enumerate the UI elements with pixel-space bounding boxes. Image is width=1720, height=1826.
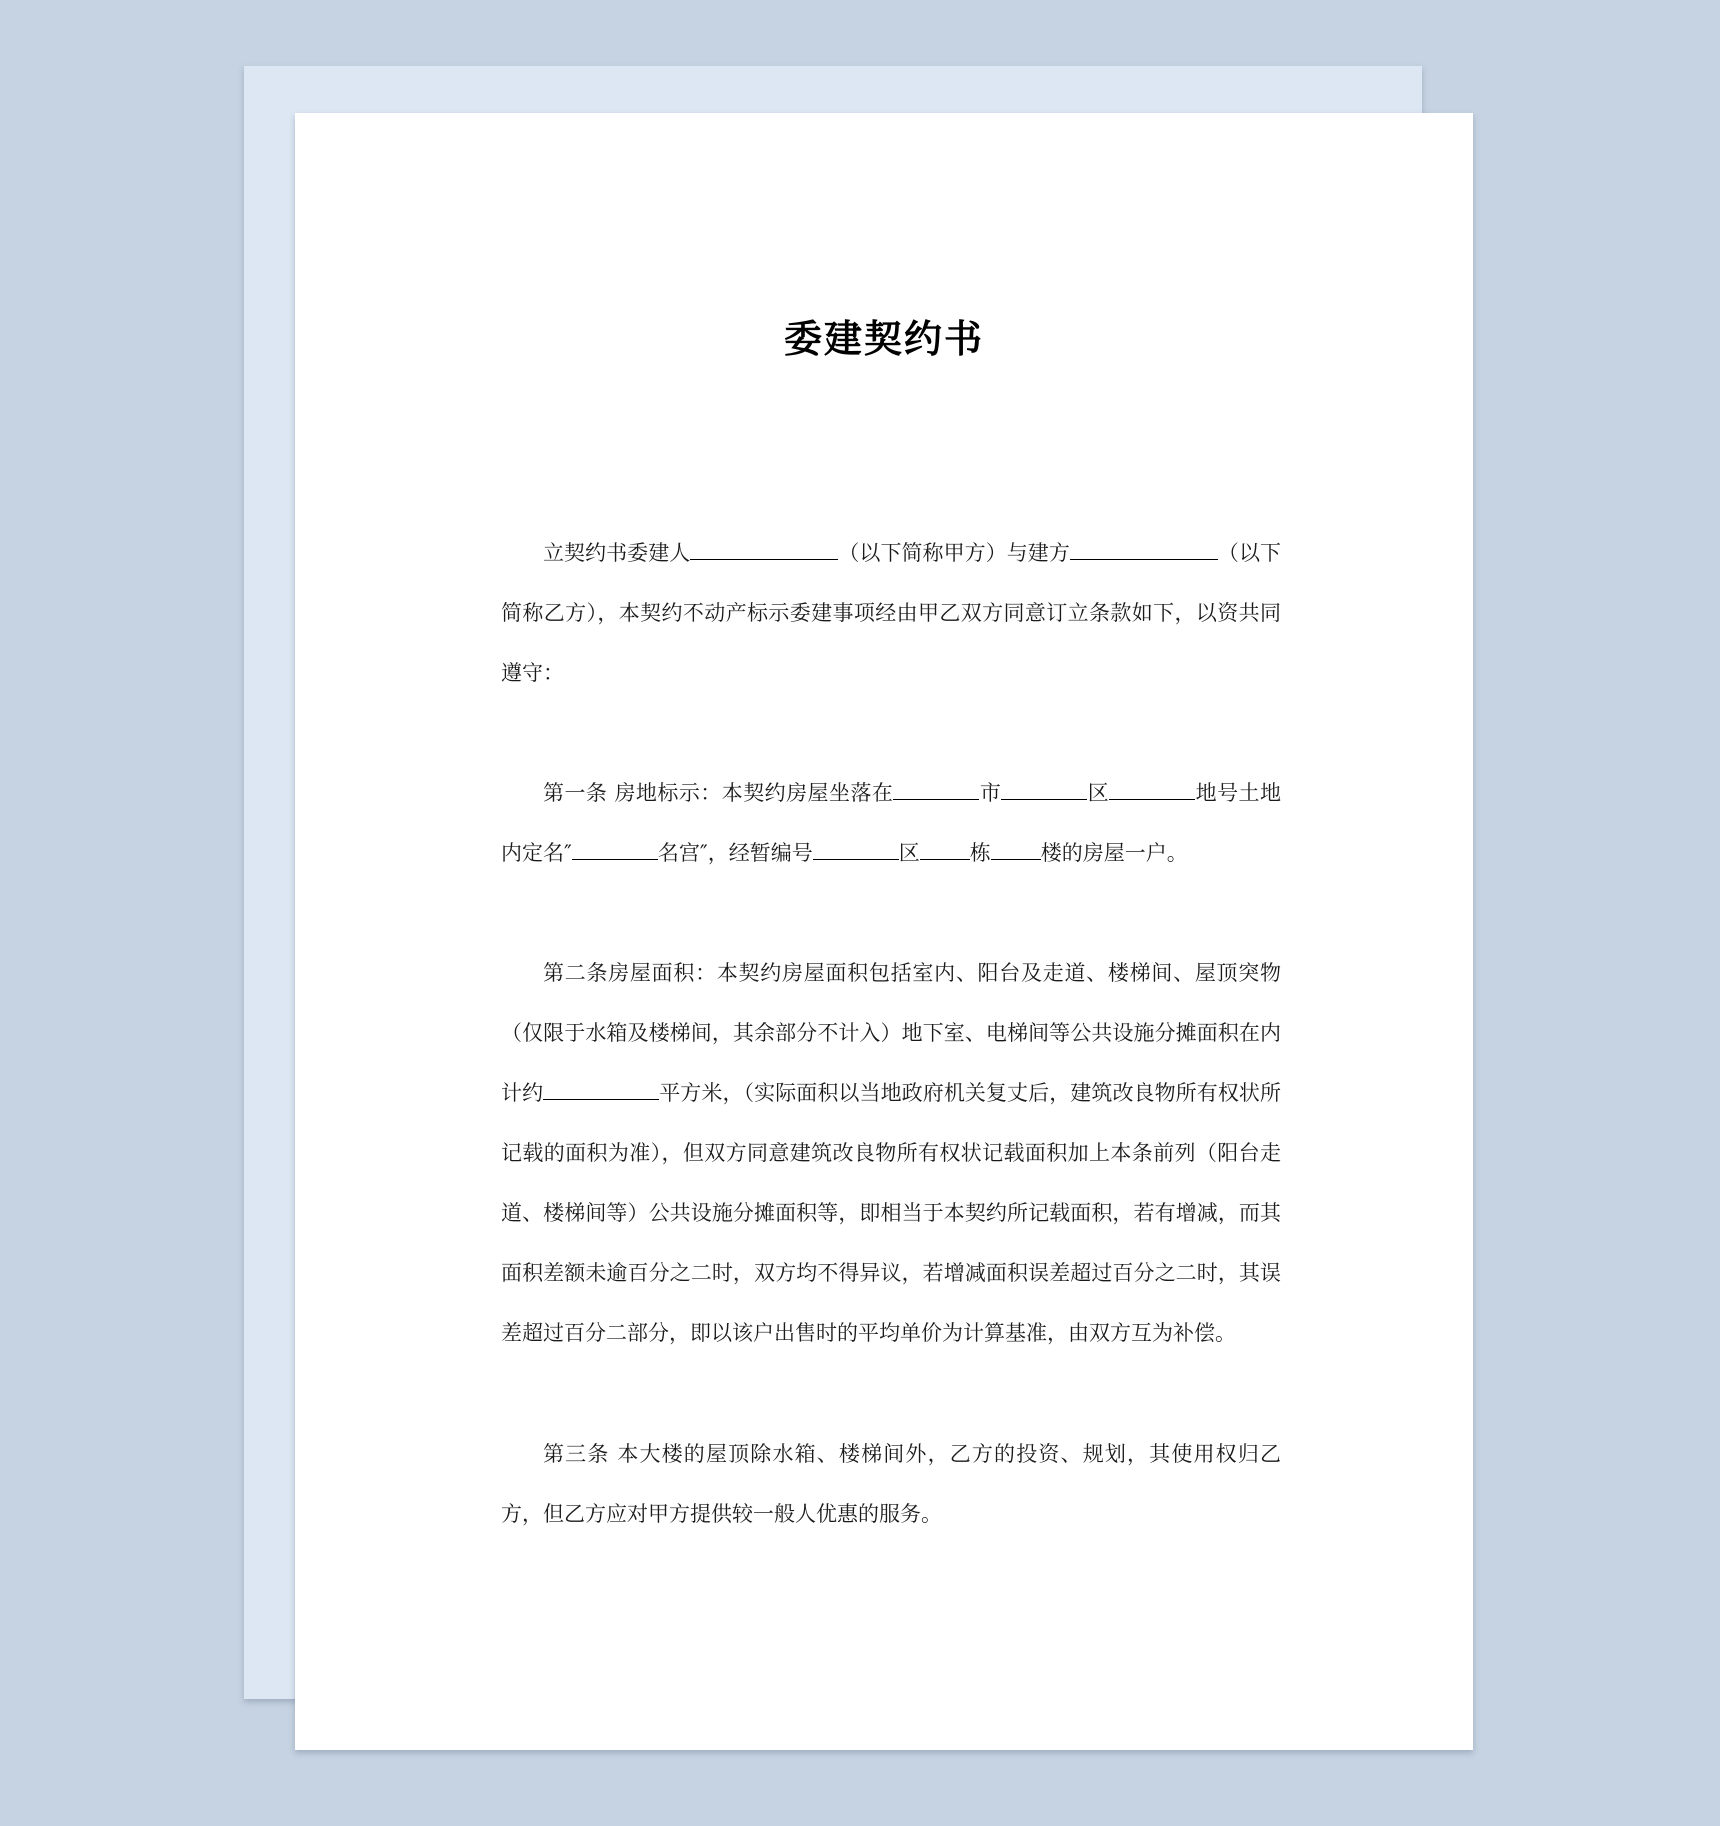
text-segment: 地号土地内定名″ (501, 781, 1281, 865)
text-segment: （以下简称乙方），本契约不动产标示委建事项经由甲乙双方同意订立条款如下，以资共同遵守： (501, 541, 1282, 685)
text-segment: 立契约书委建人 (543, 541, 691, 565)
blank-builder-name (1070, 535, 1218, 560)
text-segment: 区 (898, 841, 920, 865)
blank-area (543, 1075, 659, 1100)
document-title: 委建契约书 (783, 317, 984, 361)
document-page (295, 113, 1473, 1750)
blank-city (893, 775, 979, 800)
text-segment: 第三条 本大楼的屋顶除水箱、楼梯间外，乙方的投资、规划，其使用权归乙方，但乙方应对甲方提供较一般人优惠的服务。 (501, 1442, 1281, 1526)
text-segment: 市 (979, 781, 1002, 805)
text-segment: 平方米，（实际面积以当地政府机关复丈后，建筑改良物所有权状所记载的面积为准），但双方同意建筑改良物所有权状记载面积加上本条前列（阳台走道、楼梯间等）公共设施分摊面积等，即相当于本契约所记载面积，若有增减，而其面积差额未逾百分之二时，双方均不得异议，若增减面积误差超过百分之二时，其误差超过百分二部分，即以该户出售时的平均单价为计算基准，由双方互为补偿。 (501, 1081, 1281, 1345)
paragraph-article-1 (501, 763, 1281, 883)
blank-client-name (690, 535, 838, 560)
text-segment: 名宫″，经暂编号 (657, 841, 813, 865)
blank-floor (991, 835, 1041, 860)
paragraph-article-2 (501, 943, 1281, 1363)
blank-building-name (572, 835, 658, 860)
blank-block (920, 835, 970, 860)
text-segment: 第二条房屋面积：本契约房屋面积包括室内、阳台及走道、楼梯间、屋顶突物（仅限于水箱及楼梯间，其余部分不计入）地下室、电梯间等公共设施分摊面积在内计约 (501, 961, 1281, 1105)
paragraph-article-3 (501, 1424, 1281, 1544)
text-segment: （以下简称甲方）与建方 (838, 541, 1070, 565)
text-segment: 第一条 房地标示：本契约房屋坐落在 (543, 781, 894, 805)
blank-zone (813, 835, 899, 860)
blank-district (1001, 775, 1087, 800)
text-segment: 栋 (969, 841, 991, 865)
blank-lot-number (1109, 775, 1195, 800)
paragraph-preamble (501, 523, 1281, 703)
text-segment: 楼的房屋一户。 (1040, 841, 1188, 865)
text-segment: 区 (1087, 781, 1110, 805)
